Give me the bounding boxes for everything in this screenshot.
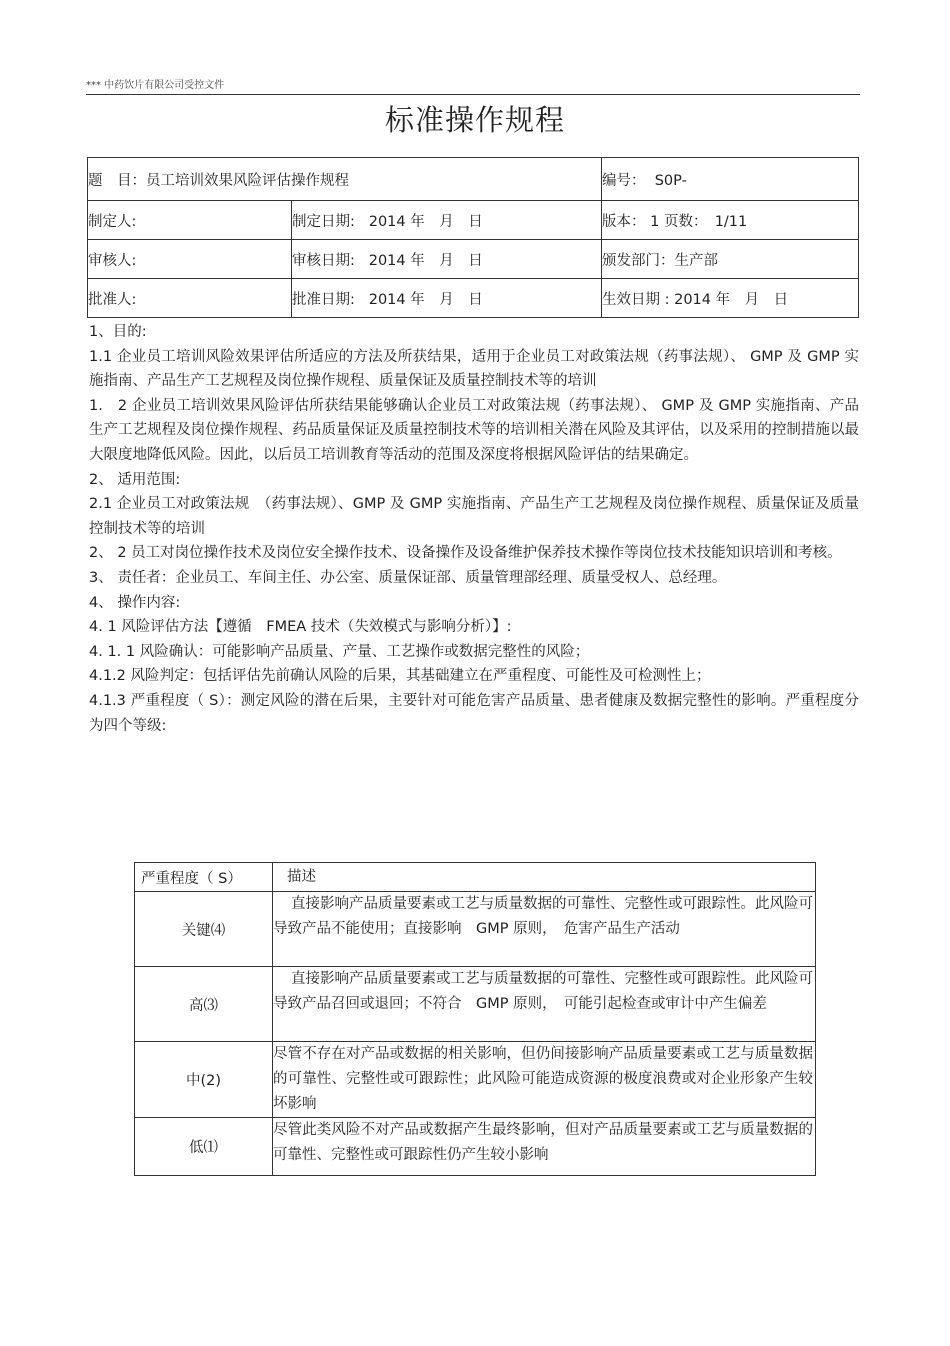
code-label: 编号：	[602, 172, 646, 189]
review-date: 2014 年 月 日	[368, 252, 483, 269]
severity-level: 中(2)	[135, 1042, 273, 1118]
approver-label: 批准人:	[88, 279, 292, 318]
severity-col-header: 严重程度（ S）	[135, 863, 273, 892]
review-date-cell	[292, 240, 602, 279]
document-meta-table	[87, 157, 859, 318]
section-responsible: 3、 责任者：企业员工、车间主任、办公室、质量保证部、质量管理部经理、质量受权人、总经理。	[89, 569, 727, 586]
subject-label: 题 目：	[88, 172, 146, 189]
severity-description: 直接影响产品质量要素或工艺与质量数据的可靠性、完整性或可跟踪性。此风险可导致产品不能使用；直接影响 GMP 原则， 危害产品生产活动	[273, 896, 813, 937]
review-date-label: 审核日期:	[292, 252, 355, 269]
author-date-cell	[292, 201, 602, 240]
paragraph-4-1-3: 4.1.3 严重程度（ S）：测定风险的潜在后果，主要针对可能危害产品质量、患者健康及数据完整性的影响。严重程度分为四个等级:	[89, 692, 859, 734]
severity-table	[134, 862, 816, 1176]
document-title: 标准操作规程	[384, 103, 565, 137]
approve-date-cell	[292, 279, 602, 318]
description-col-header: 描述	[273, 863, 816, 892]
version-cell: 版本： 1 页数： 1/11	[602, 201, 859, 240]
severity-description: 尽管此类风险不对产品或数据产生最终影响，但对产品质量要素或工艺与质量数据的可靠性、完整性或可跟踪性仍产生较小影响	[273, 1118, 816, 1176]
paragraph-2-1: 2.1 企业员工对政策法规 （药事法规）、GMP 及 GMP 实施指南、产品生产工艺规程及岗位操作规程、质量保证及质量控制技术等的培训	[89, 496, 859, 537]
paragraph-4-1: 4. 1 风险评估方法【遵循 FMEA 技术（失效模式与影响分析）】:	[89, 619, 512, 636]
severity-level: 高⑶	[135, 967, 273, 1042]
paragraph-1-1: 1.1 企业员工培训风险效果评估所适应的方法及所获结果，适用于企业员工对政策法规（药事法规）、 GMP 及 GMP 实施指南、产品生产工艺规程及岗位操作规程、质量保证及质量控制技术等的培训	[89, 348, 859, 390]
controlled-document-header: *** 中药饮片有限公司受控文件	[86, 80, 225, 91]
paragraph-4-1-2: 4.1.2 风险判定：包括评估先前确认风险的后果，其基础建立在严重程度、可能性及可检测性上；	[89, 668, 711, 685]
subject-value: 员工培训效果风险评估操作规程	[146, 172, 349, 189]
severity-description: 直接影响产品质量要素或工艺与质量数据的可靠性、完整性或可跟踪性。此风险可导致产品召回或退回；不符合 GMP 原则， 可能引起检查或审计中产生偏差	[273, 971, 813, 1012]
severity-level: 低⑴	[135, 1118, 273, 1176]
author-label: 制定人:	[88, 201, 292, 240]
author-date: 2014 年 月 日	[368, 213, 483, 230]
header-divider	[86, 94, 860, 95]
paragraph-2-2: 2、 2 员工对岗位操作技术及岗位安全操作技术、设备操作及设备维护保养技术操作等岗位技术技能知识培训和考核。	[89, 545, 842, 562]
code-cell	[602, 158, 859, 201]
issuing-dept-cell: 颁发部门：生产部	[602, 240, 859, 279]
section-purpose-heading: 1、目的:	[89, 324, 147, 340]
code-value: S0P-	[654, 172, 687, 189]
approve-date-label: 批准日期:	[292, 291, 355, 308]
paragraph-1-2: 1. 2 企业员工培训效果风险评估所获结果能够确认企业员工对政策法规（药事法规）、 GMP 及 GMP 实施指南、产品生产工艺规程及岗位操作规程、药品质量保证及质量控制技术等的培训相关潜在风险及其评估，以及采用的控制措施以最大限度地降低风险。因此，以后员工培训教育等活动的范围及深度将根据风险评估的结果确定。	[89, 397, 859, 463]
severity-level: 关键⑷	[135, 892, 273, 967]
reviewer-label: 审核人:	[88, 240, 292, 279]
section-scope-heading: 2、 适用范围:	[89, 471, 181, 488]
effective-date-cell: 生效日期 : 2014 年 月 日	[602, 279, 859, 318]
author-date-label: 制定日期:	[292, 213, 355, 230]
section-procedure-heading: 4、 操作内容:	[89, 594, 181, 611]
subject-cell	[88, 158, 602, 201]
severity-desc-cell	[273, 967, 816, 1042]
severity-description: 尽管不存在对产品或数据的相关影响，但仍间接影响产品质量要素或工艺与质量数据的可靠性、完整性或可跟踪性；此风险可能造成资源的极度浪费或对企业形象产生较坏影响	[273, 1042, 816, 1118]
document-body	[89, 320, 859, 738]
paragraph-4-1-1: 4. 1. 1 风险确认：可能影响产品质量、产量、工艺操作或数据完整性的风险；	[89, 643, 590, 660]
severity-desc-cell	[273, 892, 816, 967]
approve-date: 2014 年 月 日	[368, 291, 483, 308]
